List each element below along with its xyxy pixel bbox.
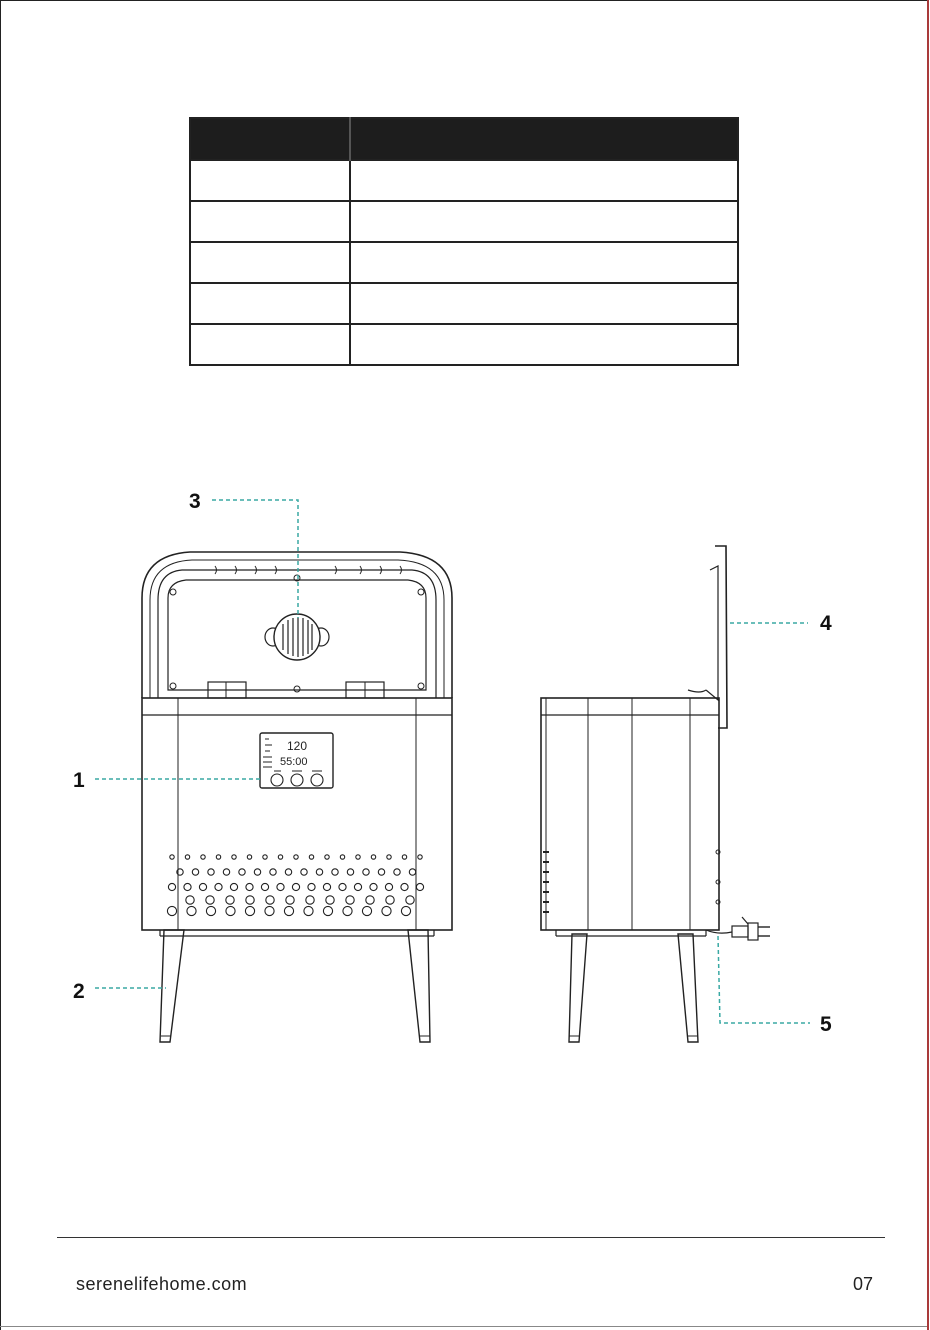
vent-hole: [226, 906, 235, 915]
vent-hole: [409, 869, 415, 875]
vent-hole: [354, 883, 361, 890]
vent-hole: [356, 855, 360, 859]
vent-hole: [402, 855, 406, 859]
front-vent-holes: [167, 855, 423, 916]
vent-hole: [216, 855, 220, 859]
vent-hole: [304, 906, 313, 915]
vent-hole: [339, 883, 346, 890]
vent-hole: [340, 855, 344, 859]
vent-hole: [192, 869, 198, 875]
vent-hole: [277, 883, 284, 890]
vent-hole: [294, 855, 298, 859]
vent-hole: [206, 906, 215, 915]
vent-hole: [261, 883, 268, 890]
vent-hole: [306, 896, 314, 904]
vent-hole: [184, 883, 191, 890]
vent-hole: [226, 896, 234, 904]
vent-hole: [378, 869, 384, 875]
vent-hole: [366, 896, 374, 904]
vent-hole: [245, 906, 254, 915]
vent-hole: [186, 896, 194, 904]
vent-hole: [332, 869, 338, 875]
vent-hole: [370, 883, 377, 890]
vent-hole: [254, 869, 260, 875]
vent-hole: [223, 869, 229, 875]
front-view: [142, 552, 452, 1042]
callout-label-5: 5: [820, 1013, 832, 1036]
vent-hole: [325, 855, 329, 859]
vent-hole: [232, 855, 236, 859]
vent-hole: [239, 869, 245, 875]
callout-label-1: 1: [73, 769, 85, 792]
callout-label-3: 3: [189, 490, 201, 513]
vent-hole: [362, 906, 371, 915]
vent-hole: [270, 869, 276, 875]
vent-hole: [401, 883, 408, 890]
vent-hole: [323, 883, 330, 890]
footer-website: serenelifehome.com: [76, 1274, 248, 1294]
vent-hole: [208, 869, 214, 875]
vent-hole: [323, 906, 332, 915]
vent-hole: [185, 855, 189, 859]
callout-label-2: 2: [73, 980, 85, 1003]
vent-hole: [230, 883, 237, 890]
vent-hole: [284, 906, 293, 915]
vent-hole: [382, 906, 391, 915]
vent-hole: [316, 869, 322, 875]
callout-line-5: [718, 936, 810, 1023]
page-number: 07: [853, 1274, 874, 1294]
vent-hole: [247, 855, 251, 859]
vent-hole: [285, 869, 291, 875]
vent-hole: [406, 896, 414, 904]
vent-hole: [265, 906, 274, 915]
vent-hole: [263, 855, 267, 859]
display-timer: 55:00: [280, 756, 308, 768]
vent-hole: [394, 869, 400, 875]
vent-hole: [326, 896, 334, 904]
vent-hole: [201, 855, 205, 859]
vent-hole: [416, 883, 423, 890]
vent-hole: [199, 883, 206, 890]
callout-label-4: 4: [820, 612, 832, 635]
vent-hole: [386, 896, 394, 904]
vent-hole: [206, 896, 214, 904]
vent-hole: [246, 883, 253, 890]
vent-hole: [347, 869, 353, 875]
vent-hole: [278, 855, 282, 859]
vent-hole: [363, 869, 369, 875]
vent-hole: [292, 883, 299, 890]
vent-hole: [215, 883, 222, 890]
vent-hole: [266, 896, 274, 904]
side-view: [541, 546, 770, 1042]
vent-hole: [246, 896, 254, 904]
vent-hole: [309, 855, 313, 859]
vent-hole: [170, 855, 174, 859]
vent-hole: [167, 906, 176, 915]
vent-hole: [168, 883, 175, 890]
vent-hole: [385, 883, 392, 890]
vent-hole: [187, 906, 196, 915]
callout-line-3: [212, 500, 298, 618]
vent-hole: [346, 896, 354, 904]
vent-hole: [371, 855, 375, 859]
vent-hole: [418, 855, 422, 859]
display-temperature: 120: [287, 739, 308, 753]
footer-divider: [57, 1237, 885, 1238]
vent-hole: [401, 906, 410, 915]
vent-hole: [343, 906, 352, 915]
vent-hole: [286, 896, 294, 904]
vent-hole: [301, 869, 307, 875]
vent-hole: [387, 855, 391, 859]
vent-hole: [308, 883, 315, 890]
